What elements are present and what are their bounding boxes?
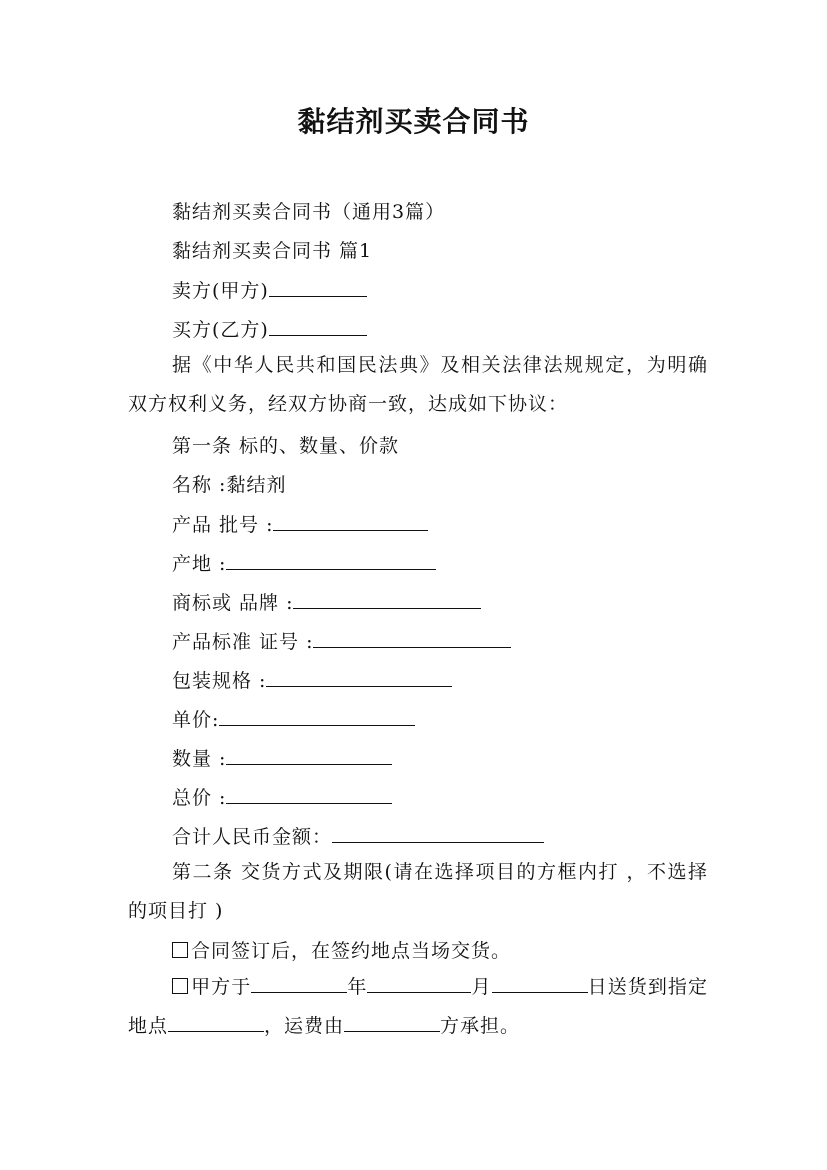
buyer-line xyxy=(172,317,367,342)
unit-price-line xyxy=(172,707,415,732)
batch-line xyxy=(172,512,428,537)
origin-label: 产地 : xyxy=(172,553,227,575)
brand-line xyxy=(172,590,481,615)
standard-line xyxy=(172,629,511,654)
option2-freight-blank xyxy=(344,1013,440,1032)
batch-blank xyxy=(273,512,428,531)
total-price-line xyxy=(172,785,392,810)
option2-year: 年 xyxy=(347,976,368,998)
option2-end: 方承担。 xyxy=(440,1015,521,1037)
buyer-blank xyxy=(269,317,367,336)
rmb-total-label: 合计人民币金额： xyxy=(172,826,333,848)
option2-location-blank xyxy=(168,1013,264,1032)
option2-year-blank xyxy=(251,974,347,993)
name-line: 名称 :黏结剂 xyxy=(172,474,287,496)
total-price-blank xyxy=(226,785,392,804)
batch-label: 产品 批号 : xyxy=(172,514,274,536)
quantity-line xyxy=(172,746,392,771)
brand-blank xyxy=(293,590,481,609)
article2-paragraph: 第二条 交货方式及期限(请在选择项目的方框内打 ，不选择的项目打 ) xyxy=(128,861,708,922)
option2-paragraph xyxy=(128,968,708,1046)
option2-freight: ，运费由 xyxy=(264,1015,345,1037)
seller-label: 卖方(甲方) xyxy=(172,280,269,302)
part-heading: 黏结剂买卖合同书 篇1 xyxy=(172,240,373,262)
origin-blank xyxy=(226,551,436,570)
option2-checkbox[interactable] xyxy=(172,978,188,994)
origin-line xyxy=(172,551,436,576)
seller-line xyxy=(172,278,367,303)
unit-price-blank xyxy=(219,707,415,726)
standard-blank xyxy=(313,629,511,648)
option2-month: 月 xyxy=(471,976,492,998)
rmb-total-blank xyxy=(332,824,544,843)
rmb-total-line xyxy=(172,824,544,849)
unit-price-label: 单价: xyxy=(172,709,220,731)
packaging-label: 包装规格 : xyxy=(172,670,267,692)
option2-day-suffix: 日送货到指定地点 xyxy=(128,976,708,1037)
brand-label: 商标或 品牌 : xyxy=(172,592,294,614)
quantity-blank xyxy=(226,746,392,765)
option2-day-blank xyxy=(492,974,588,993)
preamble-paragraph: 据《中华人民共和国民法典》及相关法律法规规定，为明确双方权利义务，经双方协商一致，达成如下协议： xyxy=(128,354,708,415)
option1-text: 合同签订后，在签约地点当场交货。 xyxy=(191,940,512,962)
option2-month-blank xyxy=(367,974,471,993)
quantity-label: 数量 : xyxy=(172,748,227,770)
article1-heading: 第一条 标的、数量、价款 xyxy=(172,435,400,457)
option1-line xyxy=(172,939,511,963)
option2-prefix: 甲方于 xyxy=(191,976,252,998)
option1-checkbox[interactable] xyxy=(172,942,188,958)
packaging-line xyxy=(172,668,452,693)
standard-label: 产品标准 证号 : xyxy=(172,631,314,653)
document-title: 黏结剂买卖合同书 xyxy=(297,105,530,138)
intro-heading: 黏结剂买卖合同书（通用3篇） xyxy=(172,201,446,223)
buyer-label: 买方(乙方) xyxy=(172,319,269,341)
total-price-label: 总价 : xyxy=(172,787,227,809)
seller-blank xyxy=(269,278,367,297)
packaging-blank xyxy=(266,668,452,687)
